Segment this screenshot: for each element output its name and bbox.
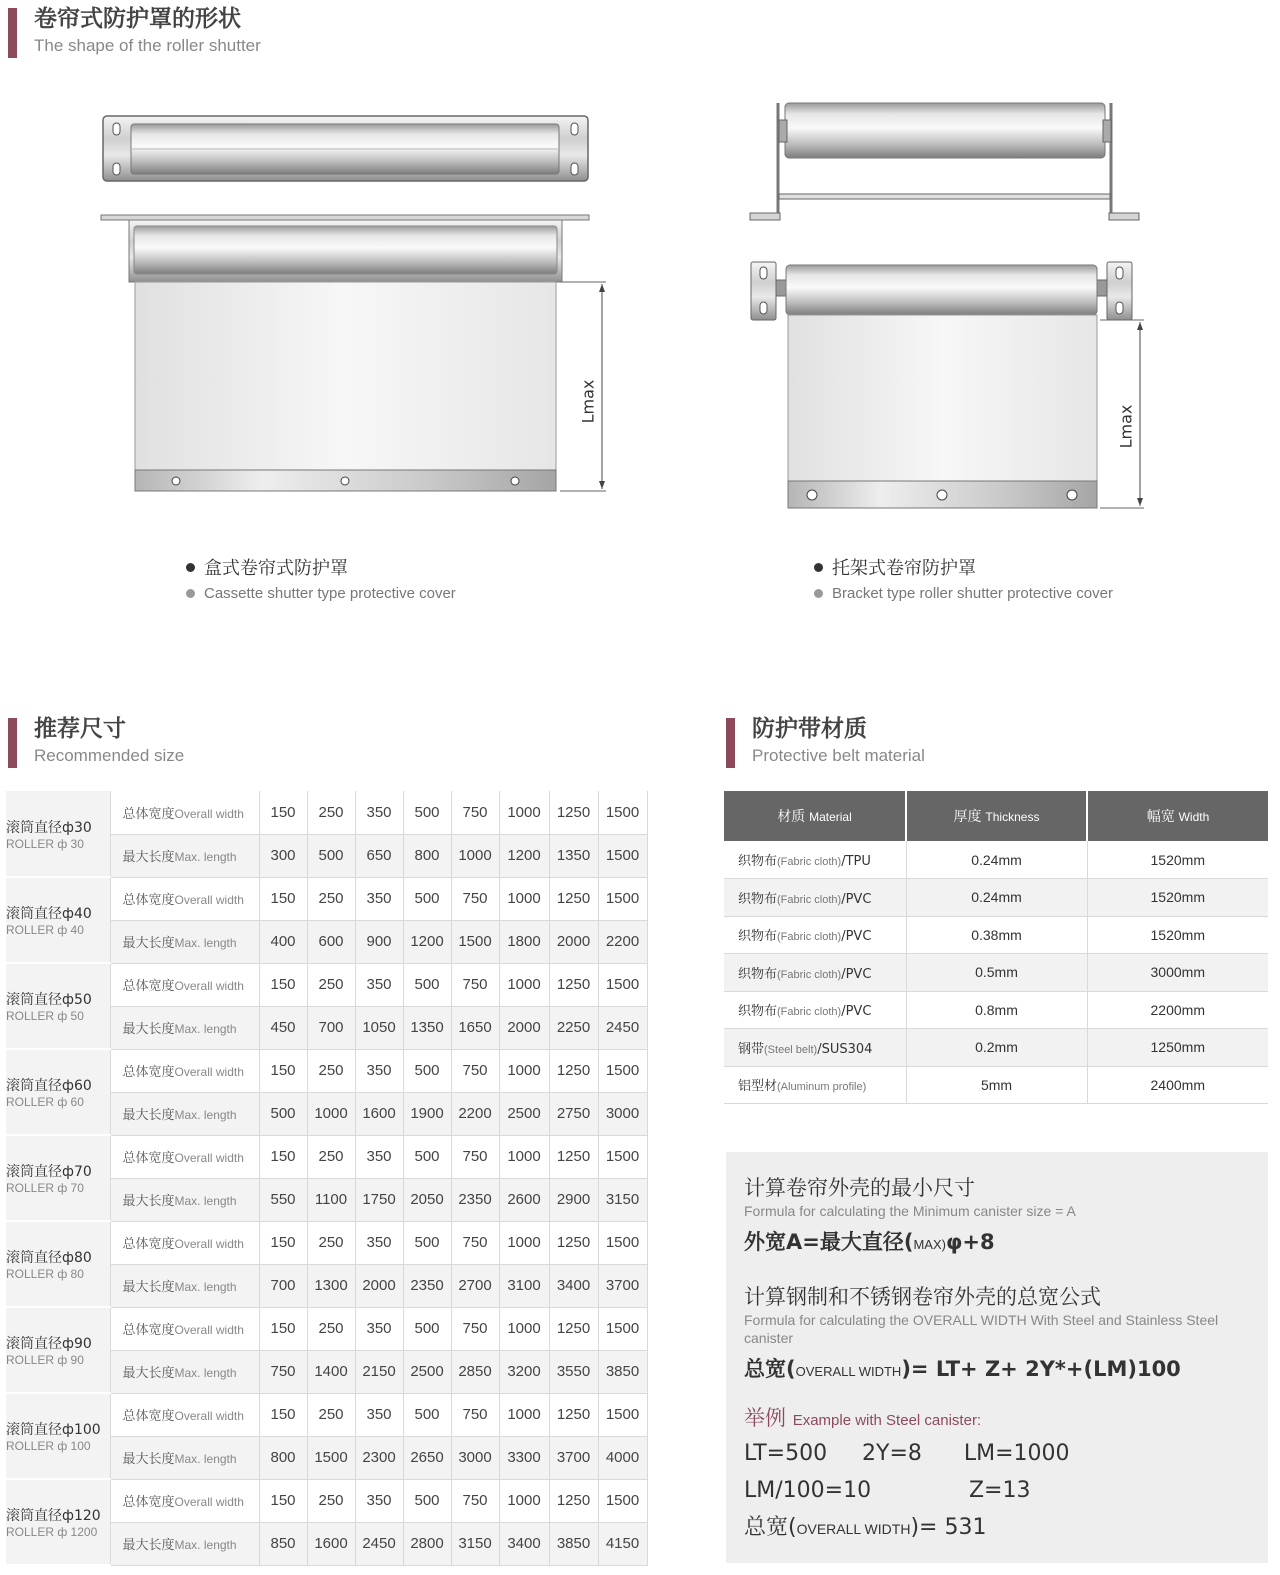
length-cell: 1650 (451, 1006, 499, 1049)
example-values-2: LM/100=10 Z=13 (744, 1478, 1031, 1503)
width-cell: 150 (259, 1393, 307, 1436)
table-row (6, 877, 647, 920)
length-cell: 2600 (499, 1178, 549, 1221)
length-cell: 3300 (499, 1436, 549, 1479)
size-section-header (8, 714, 184, 768)
row-label-length: 最大长度Max. length (110, 1178, 259, 1221)
width-cell: 150 (259, 1479, 307, 1522)
width-cell: 1000 (499, 963, 549, 1006)
thickness-cell: 0.2mm (906, 1029, 1087, 1067)
width-cell: 1500 (598, 1393, 647, 1436)
roller-label-cn: 滚筒直径ф50 (6, 992, 92, 1008)
roller-label-cn: 滚筒直径ф80 (6, 1250, 92, 1266)
length-cell: 2750 (549, 1092, 598, 1135)
width-cell: 500 (403, 1135, 451, 1178)
roller-label-en: ROLLER ф 80 (6, 1267, 84, 1281)
length-cell: 3700 (598, 1264, 647, 1307)
table-row (6, 1221, 647, 1264)
width-cell: 1500 (598, 877, 647, 920)
material-row (724, 1029, 1268, 1067)
width-cell: 150 (259, 963, 307, 1006)
length-cell: 1600 (355, 1092, 403, 1135)
length-cell: 1100 (307, 1178, 355, 1221)
length-cell: 2250 (549, 1006, 598, 1049)
material-cell: 钢带(Steel belt)/SUS304 (724, 1029, 906, 1067)
length-cell: 2200 (451, 1092, 499, 1135)
length-cell: 1200 (403, 920, 451, 963)
length-cell: 700 (307, 1006, 355, 1049)
width-cell: 350 (355, 1135, 403, 1178)
material-cell: 铝型材(Aluminum profile) (724, 1066, 906, 1104)
length-cell: 450 (259, 1006, 307, 1049)
width-cell: 250 (307, 1307, 355, 1350)
width-cell: 350 (355, 1221, 403, 1264)
width-cell: 750 (451, 1479, 499, 1522)
row-label-width: 总体宽度Overall width (110, 1135, 259, 1178)
width-cell: 350 (355, 877, 403, 920)
length-cell: 2300 (355, 1436, 403, 1479)
material-cell: 织物布(Fabric cloth)/PVC (724, 916, 906, 954)
length-cell: 3400 (499, 1522, 549, 1565)
roller-label (6, 1307, 110, 1393)
roller-label-cn: 滚筒直径ф70 (6, 1164, 92, 1180)
roller-label (6, 1049, 110, 1135)
roller-label-cn: 滚筒直径ф90 (6, 1336, 92, 1352)
length-cell: 1050 (355, 1006, 403, 1049)
material-table (724, 791, 1268, 1104)
width-cell: 1250 (549, 877, 598, 920)
roller-label (6, 1393, 110, 1479)
length-cell: 550 (259, 1178, 307, 1221)
material-section-header (726, 714, 925, 768)
row-label-width: 总体宽度Overall width (110, 1221, 259, 1264)
length-cell: 2000 (499, 1006, 549, 1049)
row-label-width: 总体宽度Overall width (110, 1393, 259, 1436)
length-cell: 2150 (355, 1350, 403, 1393)
length-cell: 1000 (307, 1092, 355, 1135)
section-title-cn: 推荐尺寸 (34, 716, 126, 742)
width-cell: 1520mm (1087, 879, 1268, 917)
width-cell: 150 (259, 1049, 307, 1092)
formula-subtitle-1: Formula for calculating the Minimum canister size = A (744, 1203, 1076, 1219)
length-cell: 2450 (355, 1522, 403, 1565)
width-cell: 750 (451, 1049, 499, 1092)
table-row (6, 1049, 647, 1092)
length-cell: 2350 (403, 1264, 451, 1307)
roller-label-en: ROLLER ф 1200 (6, 1525, 98, 1539)
cassette-top-view (103, 116, 588, 181)
width-cell: 1250mm (1087, 1029, 1268, 1067)
roller-label (6, 877, 110, 963)
table-row (6, 1393, 647, 1436)
row-label-length: 最大长度Max. length (110, 1006, 259, 1049)
row-label-length: 最大长度Max. length (110, 1092, 259, 1135)
width-cell: 250 (307, 1221, 355, 1264)
width-cell: 1520mm (1087, 841, 1268, 879)
length-cell: 1200 (499, 834, 549, 877)
width-cell: 150 (259, 877, 307, 920)
cassette-front-view (101, 215, 606, 491)
length-cell: 2900 (549, 1178, 598, 1221)
row-label-length: 最大长度Max. length (110, 1436, 259, 1479)
thickness-cell: 0.5mm (906, 954, 1087, 992)
length-cell: 3150 (598, 1178, 647, 1221)
length-cell: 1500 (451, 920, 499, 963)
length-cell: 500 (259, 1092, 307, 1135)
row-label-width: 总体宽度Overall width (110, 1049, 259, 1092)
width-cell: 500 (403, 791, 451, 834)
row-label-width: 总体宽度Overall width (110, 963, 259, 1006)
section-title-cn: 防护带材质 (752, 716, 867, 742)
header-thickness: 厚度 Thickness (906, 791, 1087, 841)
width-cell: 250 (307, 1479, 355, 1522)
table-row (6, 791, 647, 834)
length-cell: 1900 (403, 1092, 451, 1135)
width-cell: 2400mm (1087, 1066, 1268, 1104)
length-cell: 3400 (549, 1264, 598, 1307)
roller-label (6, 791, 110, 877)
length-cell: 1500 (598, 834, 647, 877)
width-cell: 1500 (598, 1049, 647, 1092)
width-cell: 1500 (598, 791, 647, 834)
length-cell: 3000 (598, 1092, 647, 1135)
roller-label-en: ROLLER ф 90 (6, 1353, 84, 1367)
row-label-width: 总体宽度Overall width (110, 791, 259, 834)
roller-label-en: ROLLER ф 60 (6, 1095, 84, 1109)
width-cell: 150 (259, 1307, 307, 1350)
width-cell: 1250 (549, 1049, 598, 1092)
length-cell: 2500 (499, 1092, 549, 1135)
width-cell: 1000 (499, 1049, 549, 1092)
length-cell: 3000 (451, 1436, 499, 1479)
material-cell: 织物布(Fabric cloth)/PVC (724, 954, 906, 992)
caption-cassette (186, 554, 456, 606)
roller-label-cn: 滚筒直径ф60 (6, 1078, 92, 1094)
row-label-width: 总体宽度Overall width (110, 1307, 259, 1350)
width-cell: 250 (307, 877, 355, 920)
width-cell: 750 (451, 963, 499, 1006)
width-cell: 750 (451, 1135, 499, 1178)
example-values-1: LT=500 2Y=8 LM=1000 (744, 1441, 1070, 1466)
length-cell: 2850 (451, 1350, 499, 1393)
length-cell: 1800 (499, 920, 549, 963)
width-cell: 750 (451, 877, 499, 920)
thickness-cell: 0.38mm (906, 916, 1087, 954)
roller-label-en: ROLLER ф 40 (6, 923, 84, 937)
width-cell: 250 (307, 791, 355, 834)
formula-subtitle-2: Formula for calculating the OVERALL WIDTH With Steel and Stainless Steel canister (744, 1312, 1219, 1346)
width-cell: 1520mm (1087, 916, 1268, 954)
roller-label-en: ROLLER ф 30 (6, 836, 84, 851)
length-cell: 700 (259, 1264, 307, 1307)
width-cell: 150 (259, 1135, 307, 1178)
width-cell: 1250 (549, 1221, 598, 1264)
length-cell: 2000 (355, 1264, 403, 1307)
width-cell: 1250 (549, 1393, 598, 1436)
length-cell: 3850 (549, 1522, 598, 1565)
section-title-en: Recommended size (34, 746, 185, 765)
length-cell: 1300 (307, 1264, 355, 1307)
thickness-cell: 0.8mm (906, 991, 1087, 1029)
width-cell: 1500 (598, 963, 647, 1006)
length-cell: 4150 (598, 1522, 647, 1565)
table-row (6, 1479, 647, 1522)
length-cell: 2700 (451, 1264, 499, 1307)
row-label-length: 最大长度Max. length (110, 834, 259, 877)
length-cell: 1350 (549, 834, 598, 877)
width-cell: 1500 (598, 1221, 647, 1264)
width-cell: 500 (403, 1049, 451, 1092)
roller-label-cn: 滚筒直径ф120 (6, 1508, 101, 1524)
width-cell: 500 (403, 1393, 451, 1436)
length-cell: 900 (355, 920, 403, 963)
material-row (724, 1066, 1268, 1104)
formula-heading-2: 计算钢制和不锈钢卷帘外壳的总宽公式 (744, 1285, 1101, 1309)
material-row (724, 954, 1268, 992)
length-cell: 400 (259, 920, 307, 963)
example-result: 总宽(OVERALL WIDTH)= 531 (744, 1515, 987, 1540)
caption-cn: 托架式卷帘防护罩 (832, 558, 976, 579)
length-cell: 2350 (451, 1178, 499, 1221)
row-label-length: 最大长度Max. length (110, 1350, 259, 1393)
length-cell: 2650 (403, 1436, 451, 1479)
material-row (724, 879, 1268, 917)
material-row (724, 991, 1268, 1029)
row-label-length: 最大长度Max. length (110, 920, 259, 963)
shutter-drawings (0, 0, 1280, 640)
material-row (724, 916, 1268, 954)
formula-heading-1: 计算卷帘外壳的最小尺寸 (744, 1176, 975, 1200)
width-cell: 250 (307, 1135, 355, 1178)
length-cell: 800 (403, 834, 451, 877)
width-cell: 1000 (499, 1221, 549, 1264)
material-cell: 织物布(Fabric cloth)/TPU (724, 841, 906, 879)
length-cell: 3150 (451, 1522, 499, 1565)
header-material: 材质 Material (724, 791, 906, 841)
length-cell: 3700 (549, 1436, 598, 1479)
bracket-top-view (750, 103, 1139, 220)
length-cell: 500 (307, 834, 355, 877)
length-cell: 1600 (307, 1522, 355, 1565)
caption-en: Bracket type roller shutter protective cover (832, 584, 1113, 602)
roller-label-en: ROLLER ф 100 (6, 1439, 91, 1453)
width-cell: 1000 (499, 1393, 549, 1436)
caption-bracket (814, 554, 1113, 606)
length-cell: 1000 (451, 834, 499, 877)
length-cell: 750 (259, 1350, 307, 1393)
roller-label-en: ROLLER ф 70 (6, 1181, 84, 1195)
bullet-icon (186, 589, 195, 598)
bracket-front-view (751, 262, 1144, 508)
bullet-icon (814, 563, 823, 572)
length-cell: 800 (259, 1436, 307, 1479)
width-cell: 1000 (499, 1479, 549, 1522)
length-cell: 650 (355, 834, 403, 877)
lmax-label-cassette: Lmax (578, 379, 598, 424)
length-cell: 300 (259, 834, 307, 877)
width-cell: 1000 (499, 877, 549, 920)
width-cell: 3000mm (1087, 954, 1268, 992)
roller-label (6, 1135, 110, 1221)
width-cell: 150 (259, 1221, 307, 1264)
width-cell: 1250 (549, 1135, 598, 1178)
width-cell: 350 (355, 791, 403, 834)
width-cell: 250 (307, 963, 355, 1006)
table-row (6, 1307, 647, 1350)
width-cell: 350 (355, 1049, 403, 1092)
width-cell: 1250 (549, 791, 598, 834)
width-cell: 1250 (549, 1479, 598, 1522)
width-cell: 750 (451, 1307, 499, 1350)
width-cell: 350 (355, 963, 403, 1006)
table-row (6, 1135, 647, 1178)
width-cell: 350 (355, 1307, 403, 1350)
roller-label-cn: 滚筒直径ф100 (6, 1422, 101, 1438)
width-cell: 1500 (598, 1479, 647, 1522)
section-title-en: The shape of the roller shutter (34, 36, 261, 55)
width-cell: 750 (451, 1221, 499, 1264)
row-label-width: 总体宽度Overall width (110, 877, 259, 920)
bullet-icon (814, 589, 823, 598)
length-cell: 1350 (403, 1006, 451, 1049)
material-cell: 织物布(Fabric cloth)/PVC (724, 991, 906, 1029)
length-cell: 4000 (598, 1436, 647, 1479)
width-cell: 1000 (499, 791, 549, 834)
width-cell: 2200mm (1087, 991, 1268, 1029)
width-cell: 150 (259, 791, 307, 834)
example-heading: 举例 Example with Steel canister: (744, 1406, 982, 1430)
width-cell: 1500 (598, 1307, 647, 1350)
length-cell: 2450 (598, 1006, 647, 1049)
length-cell: 3100 (499, 1264, 549, 1307)
formula-box (726, 1152, 1268, 1563)
width-cell: 500 (403, 963, 451, 1006)
width-cell: 350 (355, 1393, 403, 1436)
length-cell: 2500 (403, 1350, 451, 1393)
width-cell: 500 (403, 1479, 451, 1522)
width-cell: 1000 (499, 1135, 549, 1178)
width-cell: 500 (403, 1307, 451, 1350)
width-cell: 250 (307, 1049, 355, 1092)
length-cell: 3200 (499, 1350, 549, 1393)
roller-label (6, 1221, 110, 1307)
length-cell: 3850 (598, 1350, 647, 1393)
width-cell: 1250 (549, 1307, 598, 1350)
roller-label (6, 963, 110, 1049)
row-label-length: 最大长度Max. length (110, 1522, 259, 1565)
width-cell: 350 (355, 1479, 403, 1522)
width-cell: 500 (403, 877, 451, 920)
width-cell: 1250 (549, 963, 598, 1006)
width-cell: 500 (403, 1221, 451, 1264)
section-title-cn: 卷帘式防护罩的形状 (34, 6, 241, 32)
recommended-size-table (6, 791, 648, 1566)
length-cell: 1750 (355, 1178, 403, 1221)
row-label-width: 总体宽度Overall width (110, 1479, 259, 1522)
length-cell: 1500 (307, 1436, 355, 1479)
length-cell: 2800 (403, 1522, 451, 1565)
width-cell: 1500 (598, 1135, 647, 1178)
thickness-cell: 0.24mm (906, 879, 1087, 917)
length-cell: 1400 (307, 1350, 355, 1393)
section-accent-bar (726, 718, 735, 768)
formula-2: 总宽(OVERALL WIDTH)= LT+ Z+ 2Y*+(LM)100 (744, 1357, 1181, 1381)
row-label-length: 最大长度Max. length (110, 1264, 259, 1307)
roller-label-cn: 滚筒直径ф30 (6, 819, 92, 836)
roller-label-cn: 滚筒直径ф40 (6, 906, 92, 922)
thickness-cell: 0.24mm (906, 841, 1087, 879)
section-accent-bar (8, 718, 17, 768)
section-title-en: Protective belt material (752, 746, 925, 765)
width-cell: 250 (307, 1393, 355, 1436)
length-cell: 850 (259, 1522, 307, 1565)
width-cell: 750 (451, 1393, 499, 1436)
bullet-icon (186, 563, 195, 572)
length-cell: 3550 (549, 1350, 598, 1393)
header-width: 幅宽 Width (1087, 791, 1268, 841)
caption-en: Cassette shutter type protective cover (204, 584, 456, 602)
roller-label (6, 1479, 110, 1565)
length-cell: 2000 (549, 920, 598, 963)
formula-1: 外宽A=最大直径(MAX)φ+8 (744, 1230, 995, 1254)
material-cell: 织物布(Fabric cloth)/PVC (724, 879, 906, 917)
width-cell: 750 (451, 791, 499, 834)
lmax-label-bracket: Lmax (1116, 404, 1136, 449)
length-cell: 600 (307, 920, 355, 963)
table-row (6, 963, 647, 1006)
length-cell: 2200 (598, 920, 647, 963)
length-cell: 2050 (403, 1178, 451, 1221)
caption-cn: 盒式卷帘式防护罩 (204, 558, 348, 579)
material-row (724, 841, 1268, 879)
thickness-cell: 5mm (906, 1066, 1087, 1104)
width-cell: 1000 (499, 1307, 549, 1350)
roller-label-en: ROLLER ф 50 (6, 1009, 84, 1023)
